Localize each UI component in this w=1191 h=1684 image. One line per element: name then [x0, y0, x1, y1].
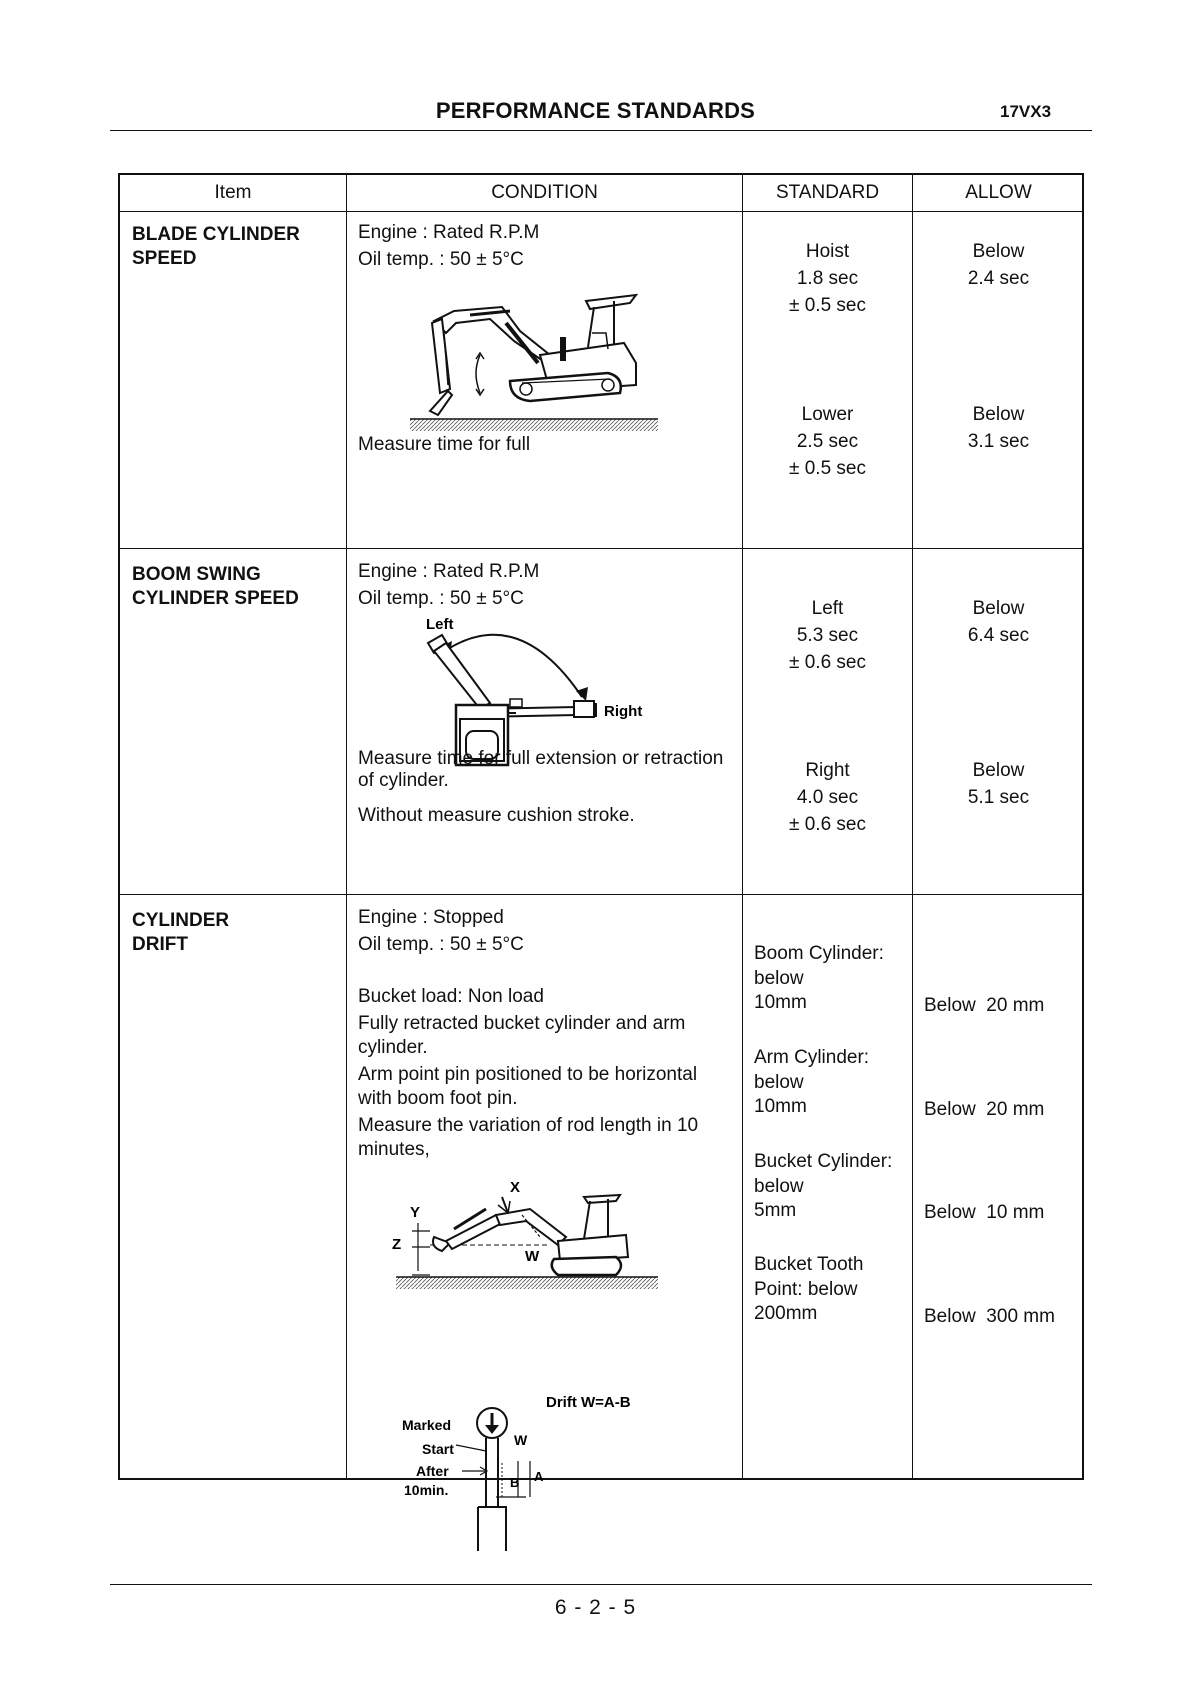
allow-line: 2.4 sec: [967, 268, 1030, 289]
blade-cylinder-excavator-figure: [410, 293, 662, 453]
allow-line: Below: [972, 241, 1025, 262]
standard-line: below: [754, 967, 804, 989]
page-title: PERFORMANCE STANDARDS: [435, 98, 756, 123]
standard-block: [754, 942, 884, 1016]
figure-label-marked: Marked: [402, 1417, 452, 1433]
model-code: 17VX3: [1000, 102, 1052, 121]
item-line: BLADE CYLINDER: [132, 224, 300, 245]
standard-line: Bucket Tooth: [754, 1254, 864, 1275]
cylinder-drift-detail: [390, 1461, 590, 1561]
condition-note: Without measure cushion stroke.: [358, 805, 635, 826]
figure-label-b: B: [510, 1475, 520, 1490]
row-divider: [120, 211, 1082, 212]
standard-line: Bucket Cylinder:: [754, 1151, 893, 1172]
allow-block: [913, 757, 1084, 811]
standard-block: [743, 595, 912, 676]
standard-line: Point: below: [754, 1278, 858, 1300]
standard-block: [743, 238, 912, 319]
condition-note: Measure time for full extension or retraction of cylinder.: [358, 748, 724, 791]
standard-line: 4.0 sec: [796, 787, 859, 808]
page-number: 6 - 2 - 5: [554, 1596, 637, 1619]
condition-para: Measure the variation of rod length in 10 minutes,: [358, 1115, 699, 1160]
standard-line: 10mm: [754, 992, 807, 1013]
condition-line: Oil temp. : 50 ± 5°C: [358, 588, 524, 609]
footer-rule: [110, 1584, 1092, 1585]
standard-line: 1.8 sec: [796, 268, 859, 289]
col-divider: [346, 175, 347, 1478]
allow-line: Below 20 mm: [924, 995, 1045, 1016]
column-header-standard: STANDARD: [775, 182, 880, 203]
item-line: CYLINDER SPEED: [132, 588, 299, 609]
figure-label-x: X: [510, 1179, 521, 1196]
allow-line: Below 20 mm: [924, 1099, 1045, 1120]
standard-block: [754, 1150, 892, 1224]
standard-block: [743, 401, 912, 482]
standard-line: Hoist: [805, 241, 850, 262]
column-header-item: Item: [214, 182, 252, 203]
col-divider: [912, 175, 913, 1478]
condition-line: Oil temp. : 50 ± 5°C: [358, 934, 524, 955]
standard-line: below: [754, 1175, 804, 1197]
standard-block: [743, 757, 912, 838]
allow-line: 5.1 sec: [967, 787, 1030, 808]
standard-line: Boom Cylinder:: [754, 943, 884, 964]
item-label: [132, 563, 299, 611]
allow-block: [913, 238, 1084, 292]
condition-line: Oil temp. : 50 ± 5°C: [358, 249, 524, 270]
standard-line: 2.5 sec: [796, 431, 859, 452]
condition-para: Bucket load: Non load: [358, 986, 544, 1007]
condition-para: Arm point pin positioned to be horizontal with boom foot pin.: [358, 1064, 698, 1109]
standard-line: ± 0.6 sec: [789, 814, 866, 835]
allow-line: Below 300 mm: [924, 1306, 1055, 1327]
condition-line: Engine : Rated R.P.M: [358, 222, 540, 243]
standard-line: ± 0.6 sec: [789, 652, 866, 673]
figure-label-w2: W: [514, 1432, 528, 1448]
allow-line: Below: [972, 404, 1025, 425]
standard-line: Lower: [801, 404, 854, 425]
condition-line: Engine : Rated R.P.M: [358, 561, 540, 582]
condition-paragraphs: [358, 985, 733, 1162]
standard-line: Left: [811, 598, 844, 619]
condition-para: Fully retracted bucket cylinder and arm cylinder.: [358, 1013, 686, 1058]
column-header-allow: ALLOW: [965, 182, 1032, 203]
allow-block: [913, 595, 1084, 649]
standard-line: ± 0.5 sec: [789, 458, 866, 479]
standard-line: below: [754, 1071, 804, 1093]
item-line: DRIFT: [132, 934, 188, 955]
figure-label-a: A: [534, 1469, 544, 1484]
standard-line: Right: [805, 760, 850, 781]
standard-line: 5mm: [754, 1200, 797, 1221]
figure-label-after: After: [416, 1463, 449, 1479]
allow-line: Below: [972, 598, 1025, 619]
standard-block: [754, 1253, 864, 1327]
standard-line: 5.3 sec: [796, 625, 859, 646]
item-label: [132, 909, 229, 957]
header-rule: [110, 130, 1092, 131]
standard-line: ± 0.5 sec: [789, 295, 866, 316]
item-label: [132, 223, 300, 271]
standard-line: 10mm: [754, 1096, 807, 1117]
allow-block: [913, 401, 1084, 455]
allow-line: 6.4 sec: [967, 625, 1030, 646]
standard-line: 200mm: [754, 1303, 818, 1324]
item-line: BOOM SWING: [132, 564, 261, 585]
standard-block: [754, 1046, 869, 1120]
item-line: SPEED: [132, 248, 197, 269]
item-line: CYLINDER: [132, 910, 230, 931]
allow-line: Below 10 mm: [924, 1202, 1045, 1223]
figure-label-w: W: [525, 1248, 540, 1265]
condition-line: Engine : Stopped: [358, 907, 504, 928]
condition-note: Measure time for full: [358, 434, 531, 455]
allow-line: Below: [972, 760, 1025, 781]
allow-line: 3.1 sec: [967, 431, 1030, 452]
figure-label-10min: 10min.: [404, 1482, 449, 1498]
figure-label-drift: Drift W=A-B: [546, 1394, 631, 1411]
figure-label-right: Right: [604, 703, 643, 720]
figure-label-left: Left: [426, 616, 454, 633]
figure-label-start: Start: [422, 1441, 454, 1457]
performance-table: [118, 173, 1084, 1498]
cylinder-drift-figure: [390, 1171, 670, 1461]
row-divider: [120, 894, 1082, 895]
figure-label-y: Y: [410, 1204, 421, 1221]
figure-label-z: Z: [392, 1236, 402, 1253]
standard-line: Arm Cylinder:: [754, 1047, 870, 1068]
row-divider: [120, 548, 1082, 549]
column-header-condition: CONDITION: [491, 182, 598, 203]
